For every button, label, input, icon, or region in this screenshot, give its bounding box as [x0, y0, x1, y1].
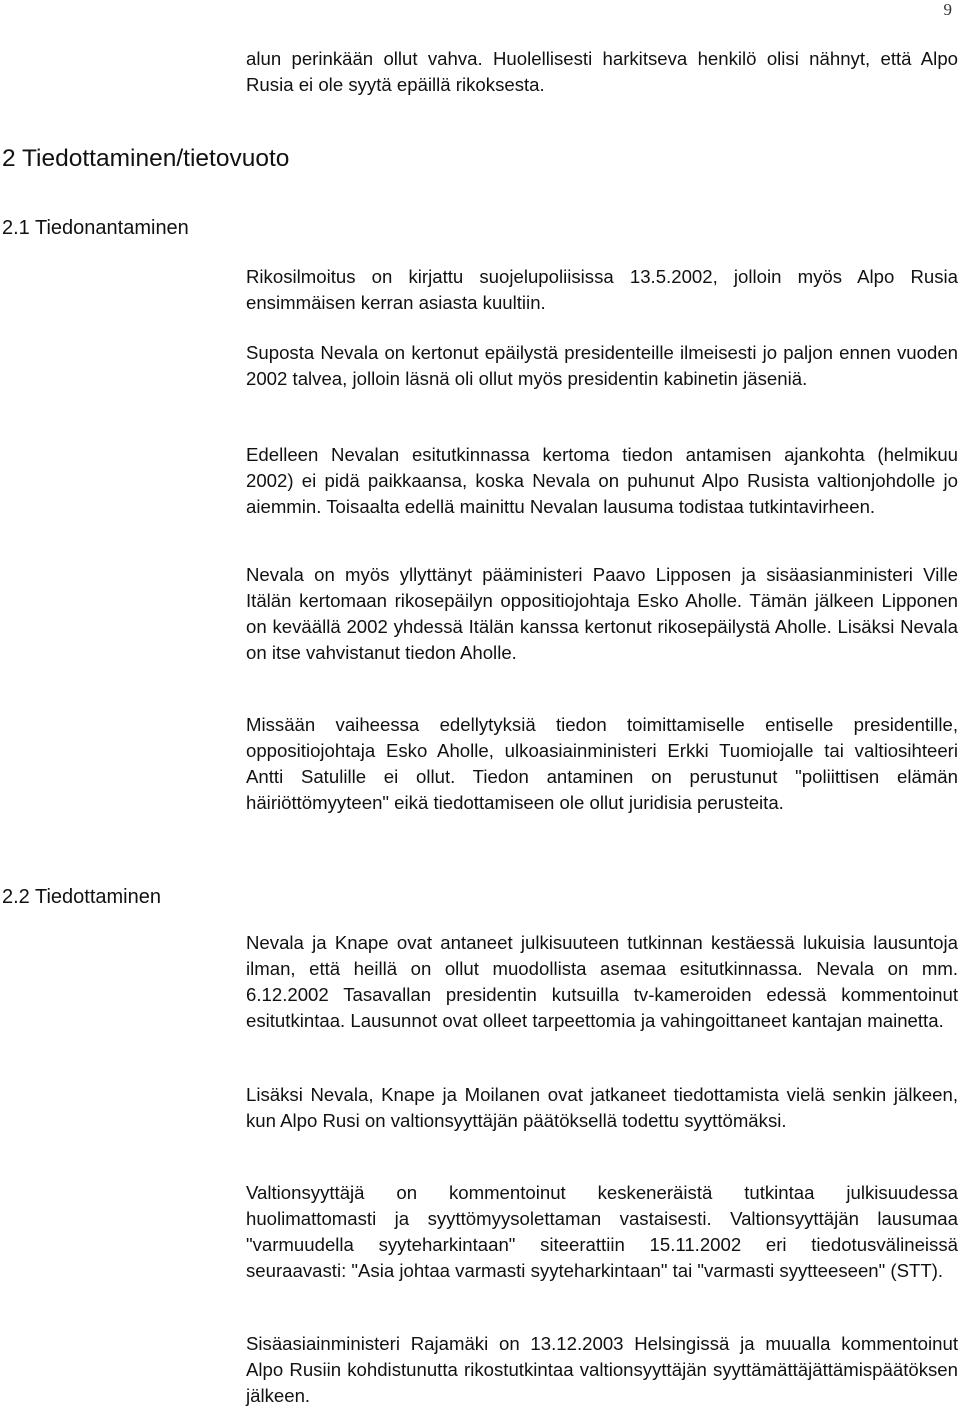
section-heading: 2 Tiedottaminen/tietovuoto: [2, 145, 290, 172]
paragraph: Sisäasiainministeri Rajamäki on 13.12.2003 Helsingissä ja muualla kommentoinut Alpo Rusiin kohdistunutta rikostutkintaa valtionsyyttäjän syyttämättäjättämispäätöksen jälkeen.: [246, 1333, 958, 1406]
paragraph: Nevala ja Knape ovat antaneet julkisuuteen tutkinnan kestäessä lukuisia lausuntoja ilman, että heillä on ollut muodollista asemaa esitutkinnassa. Nevala on mm. 6.12.2002 Tasavallan presidentin kutsuilla tv-kameroiden edessä kommentoinut esitutkintaa. Lausunnot ovat olleet tarpeettomia ja vahingoittaneet kantajan mainetta.: [246, 932, 958, 1031]
paragraph: Missään vaiheessa edellytyksiä tiedon toimittamiselle entiselle presidentille, oppositiojohtaja Esko Aholle, ulkoasiainministeri Erkki Tuomiojalle tai valtiosihteeri Antti Satulille ei ollut. Tiedon antaminen on perustunut "poliittisen elämän häiriöttömyyteen" eikä tiedottamiseen ole ollut juridisia perusteita.: [246, 714, 958, 813]
subsection-heading-2-1: 2.1 Tiedonantaminen: [2, 217, 189, 239]
paragraph: Rikosilmoitus on kirjattu suojelupoliisissa 13.5.2002, jolloin myös Alpo Rusia ensimmäisen kerran asiasta kuultiin.: [246, 266, 958, 313]
paragraph: Lisäksi Nevala, Knape ja Moilanen ovat jatkaneet tiedottamista vielä senkin jälkeen, kun Alpo Rusi on valtionsyyttäjän päätöksellä todettu syyttömäksi.: [246, 1084, 958, 1131]
paragraph: Edelleen Nevalan esitutkinnassa kertoma tiedon antamisen ajankohta (helmikuu 2002) ei pidä paikkaansa, koska Nevala on puhunut Alpo Rusista valtionjohdolle jo aiemmin. Toisaalta edellä mainittu Nevalan lausuma todistaa tutkintavirheen.: [246, 444, 958, 517]
page-number: 9: [943, 0, 952, 19]
paragraph: Valtionsyyttäjä on kommentoinut keskeneräistä tutkintaa julkisuudessa huolimattomasti ja syyttömyysolettaman vastaisesti. Valtionsyyttäjän lausumaa "varmuudella syyteharkintaan" siteerattiin 15.11.2002 eri tiedotusvälineissä seuraavasti: "Asia johtaa varmasti syyteharkintaan" tai "varmasti syytteeseen" (STT).: [246, 1182, 958, 1281]
paragraph-continuation: alun perinkään ollut vahva. Huolellisesti harkitseva henkilö olisi nähnyt, että Alpo Rusia ei ole syytä epäillä rikoksesta.: [246, 48, 958, 95]
subsection-heading-2-2: 2.2 Tiedottaminen: [2, 886, 161, 908]
paragraph: Nevala on myös yllyttänyt pääministeri Paavo Lipposen ja sisäasianministeri Ville Itälän kertomaan rikosepäilyn oppositiojohtaja Esko Aholle. Tämän jälkeen Lipponen on keväällä 2002 yhdessä Itälän kanssa kertonut rikosepäilystä Aholle. Lisäksi Nevala on itse vahvistanut tiedon Aholle.: [246, 564, 958, 663]
paragraph: Suposta Nevala on kertonut epäilystä presidenteille ilmeisesti jo paljon ennen vuoden 2002 talvea, jolloin läsnä oli ollut myös presidentin kabinetin jäseniä.: [246, 342, 958, 389]
